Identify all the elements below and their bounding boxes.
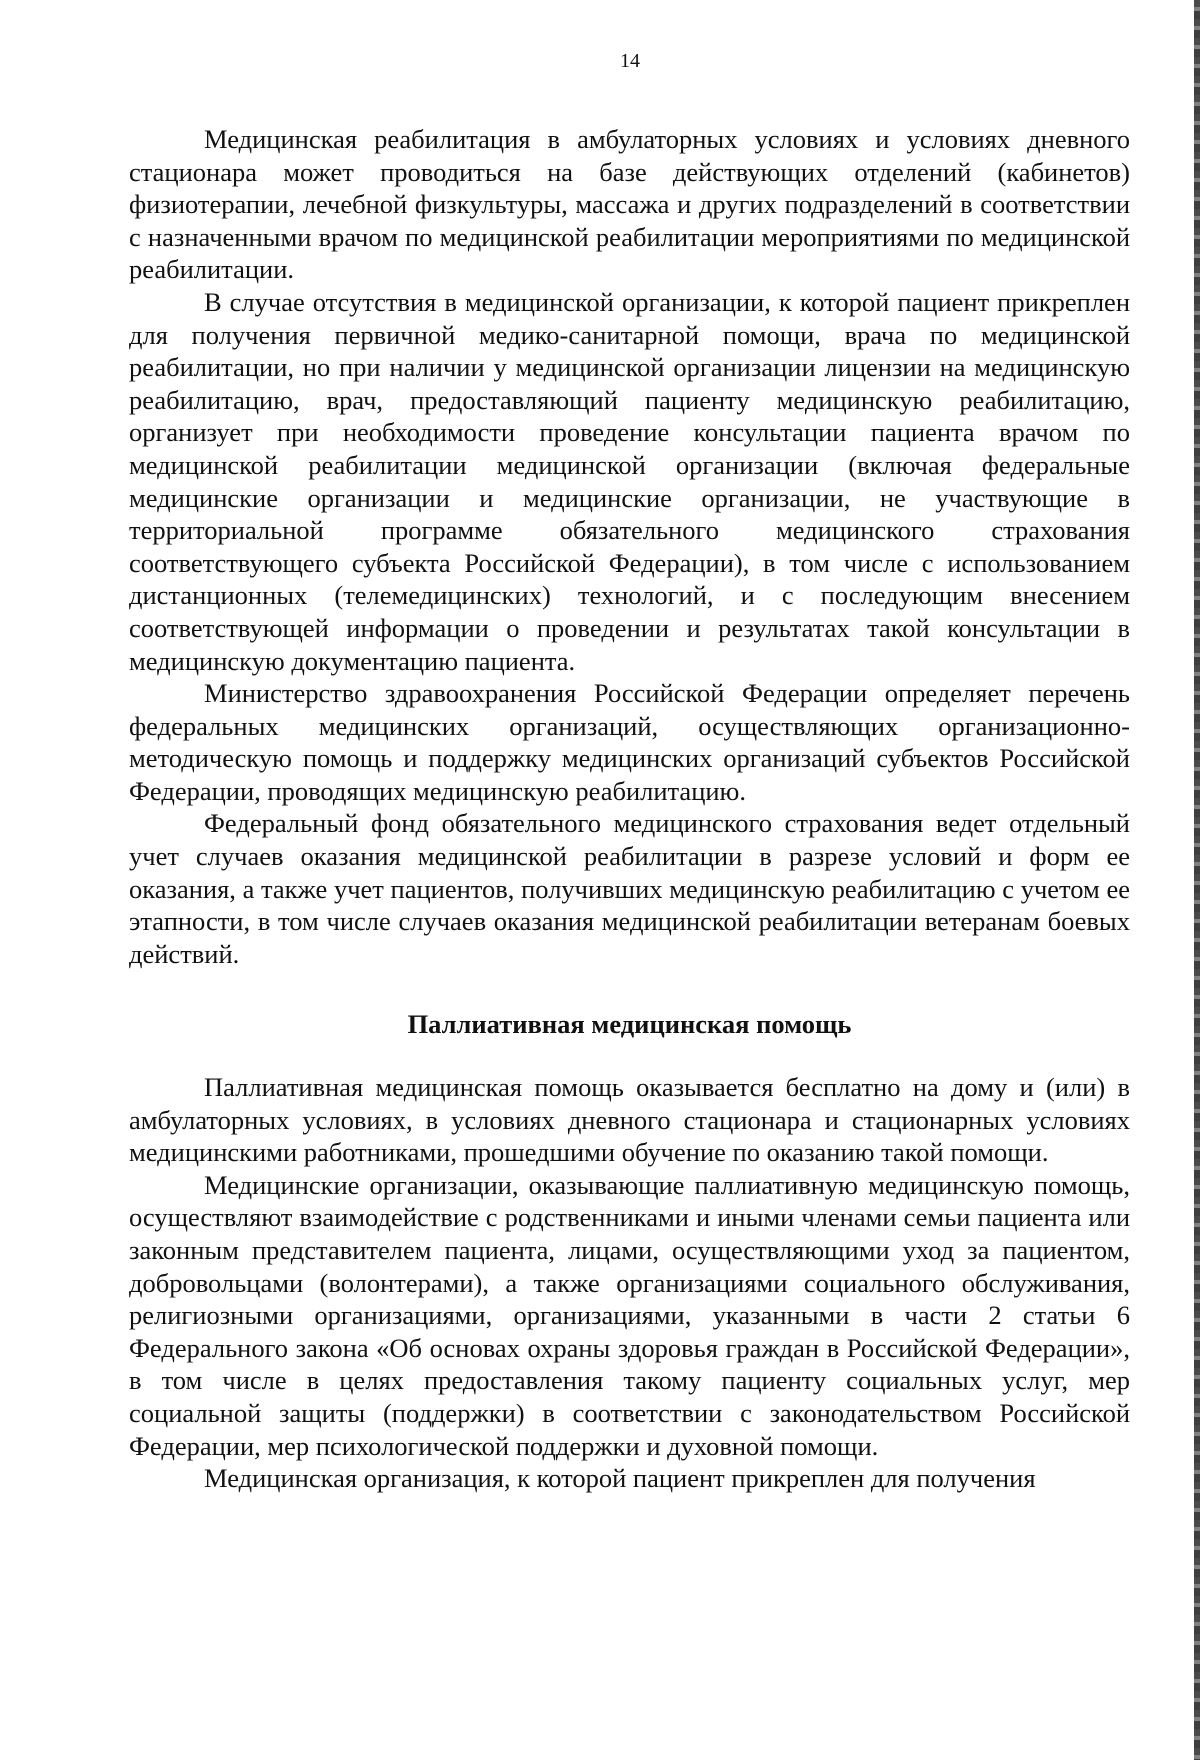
- paragraph-ministry-list: Министерство здравоохранения Российской Федерации определяет перечень федеральных медицинских организаций, осуществляющих организационно-методическую помощь и поддержку медицинских организаций субъектов Российской Федерации, проводящих медицинскую реабилитацию.: [129, 678, 1130, 806]
- scan-edge-artifact: [1194, 0, 1200, 1760]
- page-number: 14: [620, 50, 640, 72]
- paragraph-palliative-organization: Медицинская организация, к которой пациент прикреплен для получения: [204, 1463, 1036, 1494]
- paragraph-palliative-interaction: Медицинские организации, оказывающие паллиативную медицинскую помощь, осуществляют взаимодействие с родственниками и иными членами семьи пациента или законным представителем пациента, лицами, осуществляющими уход за пациентом, добровольцами (волонтерами), а также организациями социального обслуживания, религиозными организациями, организациями, указанными в части 2 статьи 6 Федерального закона «Об основах охраны здоровья граждан в Российской Федерации», в том числе в целях предоставления такому пациенту социальных услуг, мер социальной защиты (поддержки) в соответствии с законодательством Российской Федерации, мер психологической поддержки и духовной помощи.: [129, 1169, 1130, 1461]
- paragraph-rehab-outpatient: Медицинская реабилитация в амбулаторных условиях и условиях дневного стационара может проводиться на базе действующих отделений (кабинетов) физиотерапии, лечебной физкультуры, массажа и других подразделений в соответствии с назначенными врачом по медицинской реабилитации мероприятиями по медицинской реабилитации.: [129, 124, 1130, 285]
- paragraph-rehab-consultation: В случае отсутствия в медицинской организации, к которой пациент прикреплен для получения первичной медико-санитарной помощи, врача по медицинской реабилитации, но при наличии у медицинской организации лицензии на медицинскую реабилитацию, врач, предоставляющий пациенту медицинскую реабилитацию, организует при необходимости проведение консультации пациента врачом по медицинской реабилитации медицинской организации (включая федеральные медицинские организации и медицинские организации, не участвующие в территориальной программе обязательного медицинского страхования соответствующего субъекта Российской Федерации), в том числе с использованием дистанционных (телемедицинских) технологий, и с последующим внесением соответствующей информации о проведении и результатах такой консультации в медицинскую документацию пациента.: [129, 286, 1130, 676]
- paragraph-palliative-free: Паллиативная медицинская помощь оказывается бесплатно на дому и (или) в амбулаторных условиях, в условиях дневного стационара и стационарных условиях медицинскими работниками, прошедшими обучение по оказанию такой помощи.: [129, 1072, 1130, 1168]
- paragraph-insurance-fund: Федеральный фонд обязательного медицинского страхования ведет отдельный учет случаев оказания медицинской реабилитации в разрезе условий и форм ее оказания, а также учет пациентов, получивших медицинскую реабилитацию с учетом ее этапности, в том числе случаев оказания медицинской реабилитации ветеранам боевых действий.: [129, 808, 1130, 969]
- page-body: [129, 123, 1130, 1495]
- section-heading: Паллиативная медицинская помощь: [407, 1009, 852, 1040]
